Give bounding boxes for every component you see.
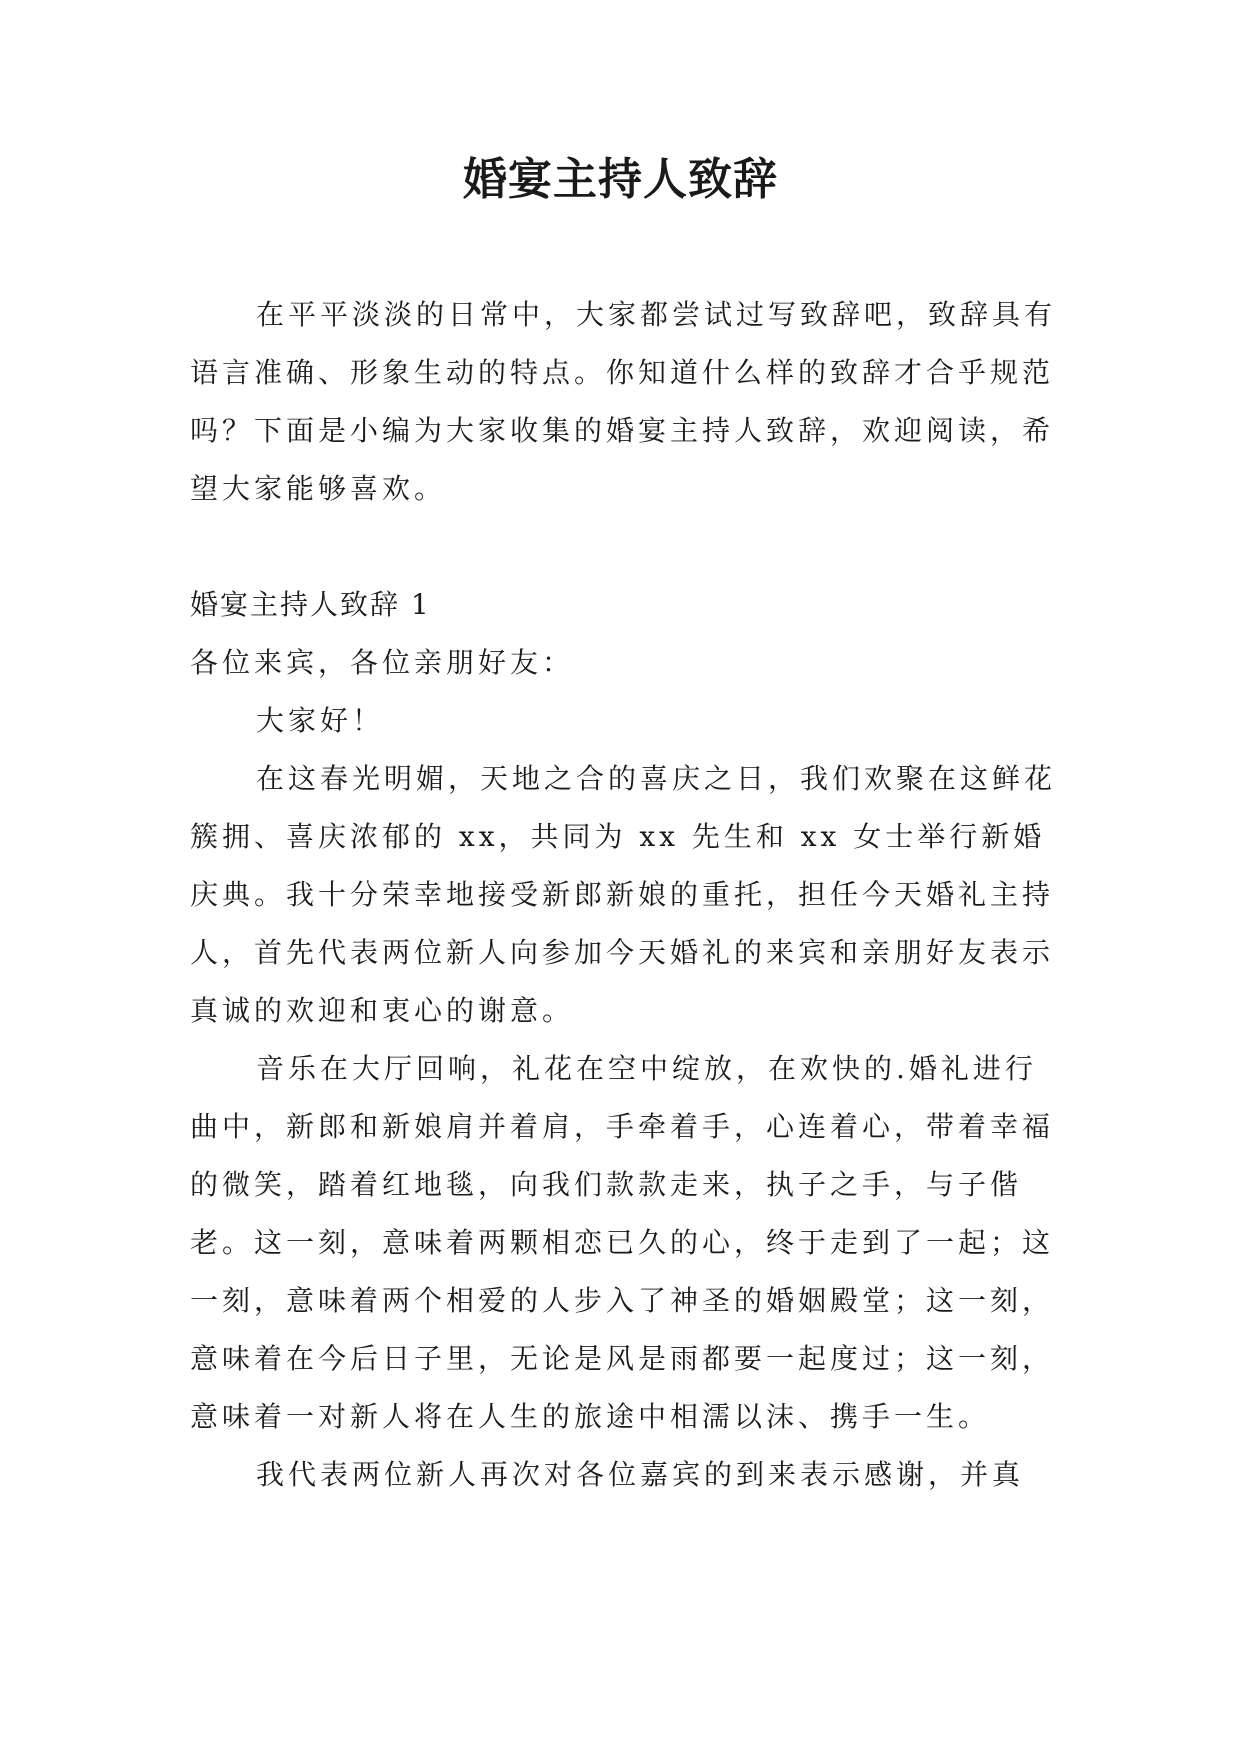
intro-paragraph: 在平平淡淡的日常中，大家都尝试过写致辞吧，致辞具有语言准确、形象生动的特点。你知道什么样的致辞才合乎规范吗？下面是小编为大家收集的婚宴主持人致辞，欢迎阅读，希望大家能够喜欢。	[190, 298, 1057, 505]
greeting: 大家好！	[256, 704, 385, 737]
body-paragraph: 我代表两位新人再次对各位嘉宾的到来表示感谢，并真	[256, 1458, 1025, 1491]
salutation: 各位来宾，各位亲朋好友：	[190, 646, 575, 679]
body-paragraph: 在这春光明媚，天地之合的喜庆之日，我们欢聚在这鲜花簇拥、喜庆浓郁的 xx，共同为 xx 先生和 xx 女士举行新婚庆典。我十分荣幸地接受新郎新娘的重托，担任今天婚礼主持人，首先代表两位新人向参加今天婚礼的来宾和亲朋好友表示真诚的欢迎和衷心的谢意。	[190, 762, 1057, 1027]
document-body	[190, 286, 1060, 1504]
document-title: 婚宴主持人致辞	[463, 154, 778, 205]
section-heading: 婚宴主持人致辞 1	[190, 588, 431, 621]
body-paragraph: 音乐在大厅回响，礼花在空中绽放，在欢快的.婚礼进行曲中，新郎和新娘肩并着肩，手牵着手，心连着心，带着幸福的微笑，踏着红地毯，向我们款款走来，执子之手，与子偕老。这一刻，意味着两颗相恋已久的心，终于走到了一起；这一刻，意味着两个相爱的人步入了神圣的婚姻殿堂；这一刻，意味着在今后日子里，无论是风是雨都要一起度过；这一刻，意味着一对新人将在人生的旅途中相濡以沫、携手一生。	[190, 1052, 1055, 1433]
